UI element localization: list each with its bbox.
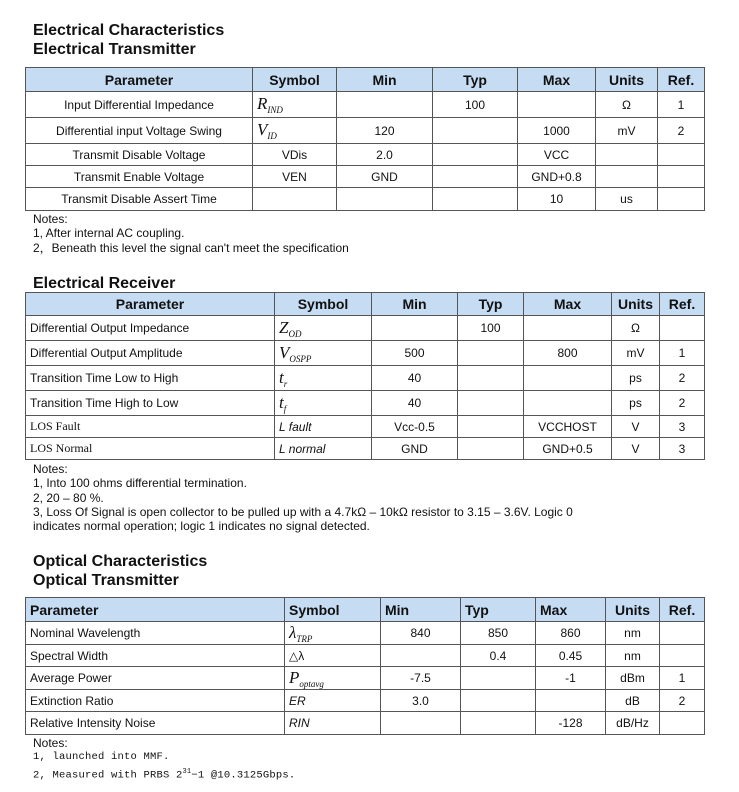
cell-max — [524, 316, 612, 341]
cell-ref — [658, 166, 705, 188]
cell-max: -1 — [536, 667, 606, 690]
cell-typ — [433, 144, 518, 166]
electrical-receiver-table — [25, 292, 705, 460]
cell-units — [596, 166, 658, 188]
cell-units: V — [612, 416, 660, 438]
cell-typ — [461, 667, 536, 690]
cell-typ — [461, 712, 536, 735]
notes-label: Notes: — [33, 736, 68, 750]
cell-min: Vcc-0.5 — [372, 416, 458, 438]
cell-symbol: L fault — [275, 416, 372, 438]
section-title-optical-transmitter: Optical Transmitter — [33, 572, 179, 589]
header-typ: Typ — [458, 293, 524, 316]
cell-symbol: $Z_{OD}$ — [275, 316, 372, 341]
cell-min: 40 — [372, 366, 458, 391]
note-line: 1, After internal AC coupling. — [33, 226, 185, 241]
cell-min: 3.0 — [381, 690, 461, 712]
cell-units: nm — [606, 622, 660, 645]
cell-units: mV — [596, 118, 658, 144]
optical-transmitter-table — [25, 597, 705, 735]
cell-min: 40 — [372, 391, 458, 416]
table-row — [26, 416, 705, 438]
table-row — [26, 166, 705, 188]
cell-min: GND — [337, 166, 433, 188]
cell-parameter: Differential input Voltage Swing — [26, 118, 253, 144]
cell-symbol: △λ — [285, 645, 381, 667]
cell-typ — [433, 188, 518, 211]
header-max: Max — [524, 293, 612, 316]
cell-min: -7.5 — [381, 667, 461, 690]
cell-min — [372, 316, 458, 341]
note-line: 1, Into 100 ohms differential termination. — [33, 476, 247, 491]
cell-symbol: $P_{optavg}$ — [285, 667, 381, 690]
header-symbol: Symbol — [275, 293, 372, 316]
cell-units: mV — [612, 341, 660, 366]
table-row — [26, 667, 705, 690]
header-typ: Typ — [433, 68, 518, 92]
cell-units: Ω — [612, 316, 660, 341]
cell-min: 840 — [381, 622, 461, 645]
electrical-transmitter-notes — [33, 212, 349, 255]
section-title-electrical-characteristics: Electrical Characteristics — [33, 22, 225, 39]
cell-min — [381, 645, 461, 667]
header-units: Units — [606, 598, 660, 622]
cell-ref: 1 — [660, 341, 705, 366]
cell-parameter: Spectral Width — [26, 645, 285, 667]
cell-typ — [461, 690, 536, 712]
cell-ref — [660, 316, 705, 341]
cell-ref: 2 — [658, 118, 705, 144]
cell-ref: 1 — [660, 667, 705, 690]
cell-min — [381, 712, 461, 735]
table-header-row — [26, 68, 705, 92]
cell-min: 500 — [372, 341, 458, 366]
cell-max: -128 — [536, 712, 606, 735]
note-line: 3, Loss Of Signal is open collector to be pulled up with a 4.7kΩ – 10kΩ resistor to 3.15 – 3.6V. Logic 0 — [33, 504, 573, 519]
cell-symbol: $t_r$ — [275, 366, 372, 391]
cell-max — [524, 366, 612, 391]
cell-ref: 2 — [660, 366, 705, 391]
cell-parameter: Transmit Disable Assert Time — [26, 188, 253, 211]
cell-typ — [458, 438, 524, 460]
cell-min: 120 — [337, 118, 433, 144]
cell-max: 1000 — [518, 118, 596, 144]
section-title-electrical-receiver: Electrical Receiver — [33, 275, 176, 292]
cell-max: 860 — [536, 622, 606, 645]
cell-units: ps — [612, 366, 660, 391]
cell-symbol: RIN — [285, 712, 381, 735]
header-max: Max — [536, 598, 606, 622]
cell-symbol: $V_{OSPP}$ — [275, 341, 372, 366]
table-row — [26, 341, 705, 366]
cell-symbol: VEN — [253, 166, 337, 188]
header-symbol: Symbol — [285, 598, 381, 622]
cell-min: GND — [372, 438, 458, 460]
note-line: indicates normal operation; logic 1 indicates no signal detected. — [33, 519, 370, 534]
header-typ: Typ — [461, 598, 536, 622]
cell-ref: 1 — [658, 92, 705, 118]
cell-ref — [660, 645, 705, 667]
cell-min: 2.0 — [337, 144, 433, 166]
cell-typ: 100 — [458, 316, 524, 341]
table-header-row — [26, 598, 705, 622]
cell-ref: 2 — [660, 391, 705, 416]
cell-parameter: Nominal Wavelength — [26, 622, 285, 645]
cell-symbol: $V_{ID}$ — [253, 118, 337, 144]
header-units: Units — [612, 293, 660, 316]
electrical-transmitter-table — [25, 67, 705, 211]
table-header-row — [26, 293, 705, 316]
cell-max — [524, 391, 612, 416]
electrical-receiver-notes — [33, 462, 573, 533]
cell-parameter: Transmit Enable Voltage — [26, 166, 253, 188]
note-line: 1, launched into MMF. — [33, 751, 170, 764]
table-row — [26, 118, 705, 144]
optical-transmitter-notes — [33, 736, 295, 782]
cell-ref — [660, 712, 705, 735]
table-row — [26, 92, 705, 118]
cell-parameter: Transition Time Low to High — [26, 366, 275, 391]
cell-units: Ω — [596, 92, 658, 118]
cell-typ — [458, 391, 524, 416]
cell-symbol: ER — [285, 690, 381, 712]
cell-parameter: Differential Output Impedance — [26, 316, 275, 341]
table-row — [26, 188, 705, 211]
header-parameter: Parameter — [26, 598, 285, 622]
cell-typ: 100 — [433, 92, 518, 118]
cell-typ — [433, 166, 518, 188]
cell-max: GND+0.8 — [518, 166, 596, 188]
header-max: Max — [518, 68, 596, 92]
cell-parameter: Relative Intensity Noise — [26, 712, 285, 735]
note-line: 2, Measured with PRBS $2^{31}-1$ @10.3125Gbps. — [33, 767, 296, 782]
header-parameter: Parameter — [26, 68, 253, 92]
table-row — [26, 391, 705, 416]
cell-symbol: L normal — [275, 438, 372, 460]
cell-typ — [433, 118, 518, 144]
header-parameter: Parameter — [26, 293, 275, 316]
cell-symbol: $R_{IND}$ — [253, 92, 337, 118]
cell-ref: 3 — [660, 416, 705, 438]
note-line: 2，Beneath this level the signal can't meet the specification — [33, 240, 349, 255]
header-ref: Ref. — [660, 598, 705, 622]
cell-units: dB/Hz — [606, 712, 660, 735]
header-symbol: Symbol — [253, 68, 337, 92]
cell-units: nm — [606, 645, 660, 667]
cell-units — [596, 144, 658, 166]
header-ref: Ref. — [658, 68, 705, 92]
cell-ref — [658, 144, 705, 166]
cell-units: dBm — [606, 667, 660, 690]
cell-parameter: LOS Normal — [26, 438, 275, 460]
table-row — [26, 712, 705, 735]
cell-units: us — [596, 188, 658, 211]
cell-min — [337, 92, 433, 118]
table-row — [26, 316, 705, 341]
cell-max — [518, 92, 596, 118]
header-min: Min — [372, 293, 458, 316]
table-row — [26, 645, 705, 667]
cell-parameter: Average Power — [26, 667, 285, 690]
header-units: Units — [596, 68, 658, 92]
cell-units: ps — [612, 391, 660, 416]
cell-min — [337, 188, 433, 211]
notes-label: Notes: — [33, 212, 68, 226]
table-row — [26, 366, 705, 391]
note-line: 2, 20 – 80 %. — [33, 490, 104, 505]
cell-units: dB — [606, 690, 660, 712]
cell-parameter: Differential Output Amplitude — [26, 341, 275, 366]
cell-parameter: Transmit Disable Voltage — [26, 144, 253, 166]
cell-symbol: $\lambda_{TRP}$ — [285, 622, 381, 645]
cell-parameter: Input Differential Impedance — [26, 92, 253, 118]
cell-typ: 850 — [461, 622, 536, 645]
cell-symbol: VDis — [253, 144, 337, 166]
cell-parameter: LOS Fault — [26, 416, 275, 438]
cell-ref: 2 — [660, 690, 705, 712]
cell-max: VCCHOST — [524, 416, 612, 438]
table-row — [26, 438, 705, 460]
cell-typ — [458, 416, 524, 438]
header-min: Min — [337, 68, 433, 92]
section-title-optical-characteristics: Optical Characteristics — [33, 553, 208, 570]
cell-max: 800 — [524, 341, 612, 366]
cell-parameter: Transition Time High to Low — [26, 391, 275, 416]
cell-max — [536, 690, 606, 712]
cell-symbol: $t_f$ — [275, 391, 372, 416]
table-row — [26, 690, 705, 712]
cell-typ — [458, 341, 524, 366]
section-title-electrical-transmitter: Electrical Transmitter — [33, 41, 196, 58]
table-row — [26, 622, 705, 645]
cell-max: 10 — [518, 188, 596, 211]
header-min: Min — [381, 598, 461, 622]
cell-ref: 3 — [660, 438, 705, 460]
cell-max: GND+0.5 — [524, 438, 612, 460]
cell-max: 0.45 — [536, 645, 606, 667]
cell-symbol — [253, 188, 337, 211]
cell-units: V — [612, 438, 660, 460]
cell-ref — [658, 188, 705, 211]
cell-typ: 0.4 — [461, 645, 536, 667]
cell-typ — [458, 366, 524, 391]
notes-label: Notes: — [33, 462, 68, 476]
table-row — [26, 144, 705, 166]
cell-parameter: Extinction Ratio — [26, 690, 285, 712]
header-ref: Ref. — [660, 293, 705, 316]
cell-ref — [660, 622, 705, 645]
cell-max: VCC — [518, 144, 596, 166]
